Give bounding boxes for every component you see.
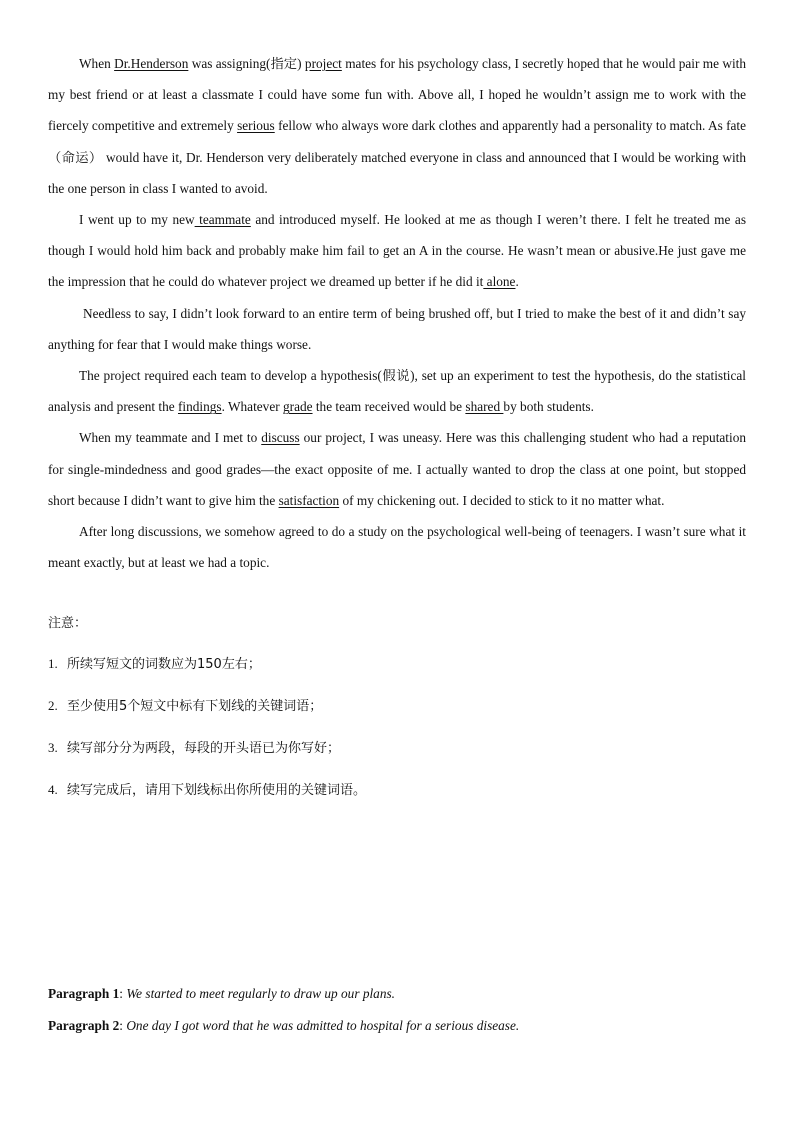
notes-section (48, 614, 746, 801)
notes-title: 注意： (48, 616, 88, 632)
passage-paragraph-4 (48, 360, 746, 422)
passage-paragraph-2 (48, 204, 746, 298)
prompt-label: Paragraph 1 (48, 986, 120, 1001)
note-number: 1. (48, 656, 58, 672)
passage-text: . (515, 274, 519, 290)
note-item (48, 696, 746, 717)
prompt-text: One day I got word that he was admitted to hospital for a serious disease. (126, 1017, 520, 1033)
underlined-keyword: serious (237, 118, 275, 134)
note-number: 2. (48, 698, 58, 714)
note-text: 所续写短文的词数应为150左右； (67, 657, 261, 673)
underlined-keyword: project (304, 56, 342, 71)
passage-text: by both students. (503, 399, 594, 415)
prompt-text: We started to meet regularly to draw up our plans. (126, 986, 395, 1001)
passage-text: of my chickening out. I decided to stick to it no matter what. (339, 492, 665, 508)
passage-paragraph-3 (48, 298, 746, 360)
underlined-keyword: grade (283, 399, 313, 415)
passage-text: The project required each team to develop a hypothesis(假说), set up an experiment to test the hypothesis, do the statistical analysis and present the (48, 368, 746, 415)
passage-paragraph-6 (48, 516, 746, 578)
note-item (48, 780, 746, 801)
note-item (48, 738, 746, 759)
note-number: 4. (48, 782, 58, 798)
note-number: 3. (48, 740, 58, 756)
passage-text: After long discussions, we somehow agreed to do a study on the psychological well-being of teenagers. I wasn’t sure what it meant exactly, but at least we had a topic. (48, 524, 746, 571)
passage-text: Needless to say, I didn’t look forward to an entire term of being brushed off, but I tried to make the best of it and didn’t say anything for fear that I would make things worse. (48, 305, 746, 352)
passage-text: I went up to my new (79, 212, 195, 228)
underlined-keyword: Dr.Henderson (114, 56, 189, 71)
note-text: 续写部分分为两段，每段的开头语已为你写好； (67, 741, 341, 757)
note-text: 续写完成后，请用下划线标出你所使用的关键词语。 (67, 783, 367, 799)
note-text: 至少使用5个短文中标有下划线的关键词语； (67, 699, 323, 715)
passage-paragraph-5 (48, 422, 746, 516)
underlined-keyword: alone (483, 274, 516, 290)
passage-text: was assigning(指定) (188, 56, 305, 71)
prompt-label: Paragraph 2 (48, 1017, 120, 1033)
underlined-keyword: teammate (194, 212, 251, 228)
passage-text: the team received would be (312, 399, 466, 415)
underlined-keyword: discuss (261, 430, 300, 446)
document-body (48, 48, 746, 822)
underlined-keyword: findings (177, 399, 222, 415)
passage-text: our project, I was uneasy. Here was this challenging student who had a reputation for single-mindedness and good grades—the exact opposite of me. I actually wanted to drop the class at one point, but stopped short because I didn’t want to give him the (48, 430, 746, 508)
underlined-keyword: shared (465, 399, 504, 415)
prompt-paragraph-2: Paragraph 2: One day I got word that he was admitted to hospital for a serious disease. (48, 1017, 520, 1033)
passage-text: and introduced myself. He looked at me as though I weren’t there. I felt he treated me as though I would hold him back and probably make him fail to get an A in the course. He wasn’t mean or abusive.He just gave me the impression that he could do whatever project we dreamed up better if he did it (48, 212, 746, 290)
passage-text: . Whatever (221, 399, 283, 415)
note-item (48, 654, 746, 675)
underlined-keyword: satisfaction (278, 492, 340, 508)
passage-text: mates for his psychology class, I secretly hoped that he would pair me with my best friend or at least a classmate I could have some fun with. Above all, I hoped he wouldn’t assign me to work with the fiercely competitive and extremely (48, 56, 746, 134)
passage-text: fellow who always wore dark clothes and apparently had a personality to match. As fate（命运） would have it, Dr. Henderson very deliberately matched everyone in class and announced that I would be working with the one person in class I wanted to avoid. (48, 118, 746, 196)
passage-paragraph-1 (48, 48, 746, 204)
passage-text: When my teammate and I met to (79, 430, 262, 446)
passage-text: When (79, 56, 115, 71)
paragraph-prompts (48, 978, 746, 1041)
prompt-paragraph-1: Paragraph 1: We started to meet regularly to draw up our plans. (48, 986, 395, 1001)
